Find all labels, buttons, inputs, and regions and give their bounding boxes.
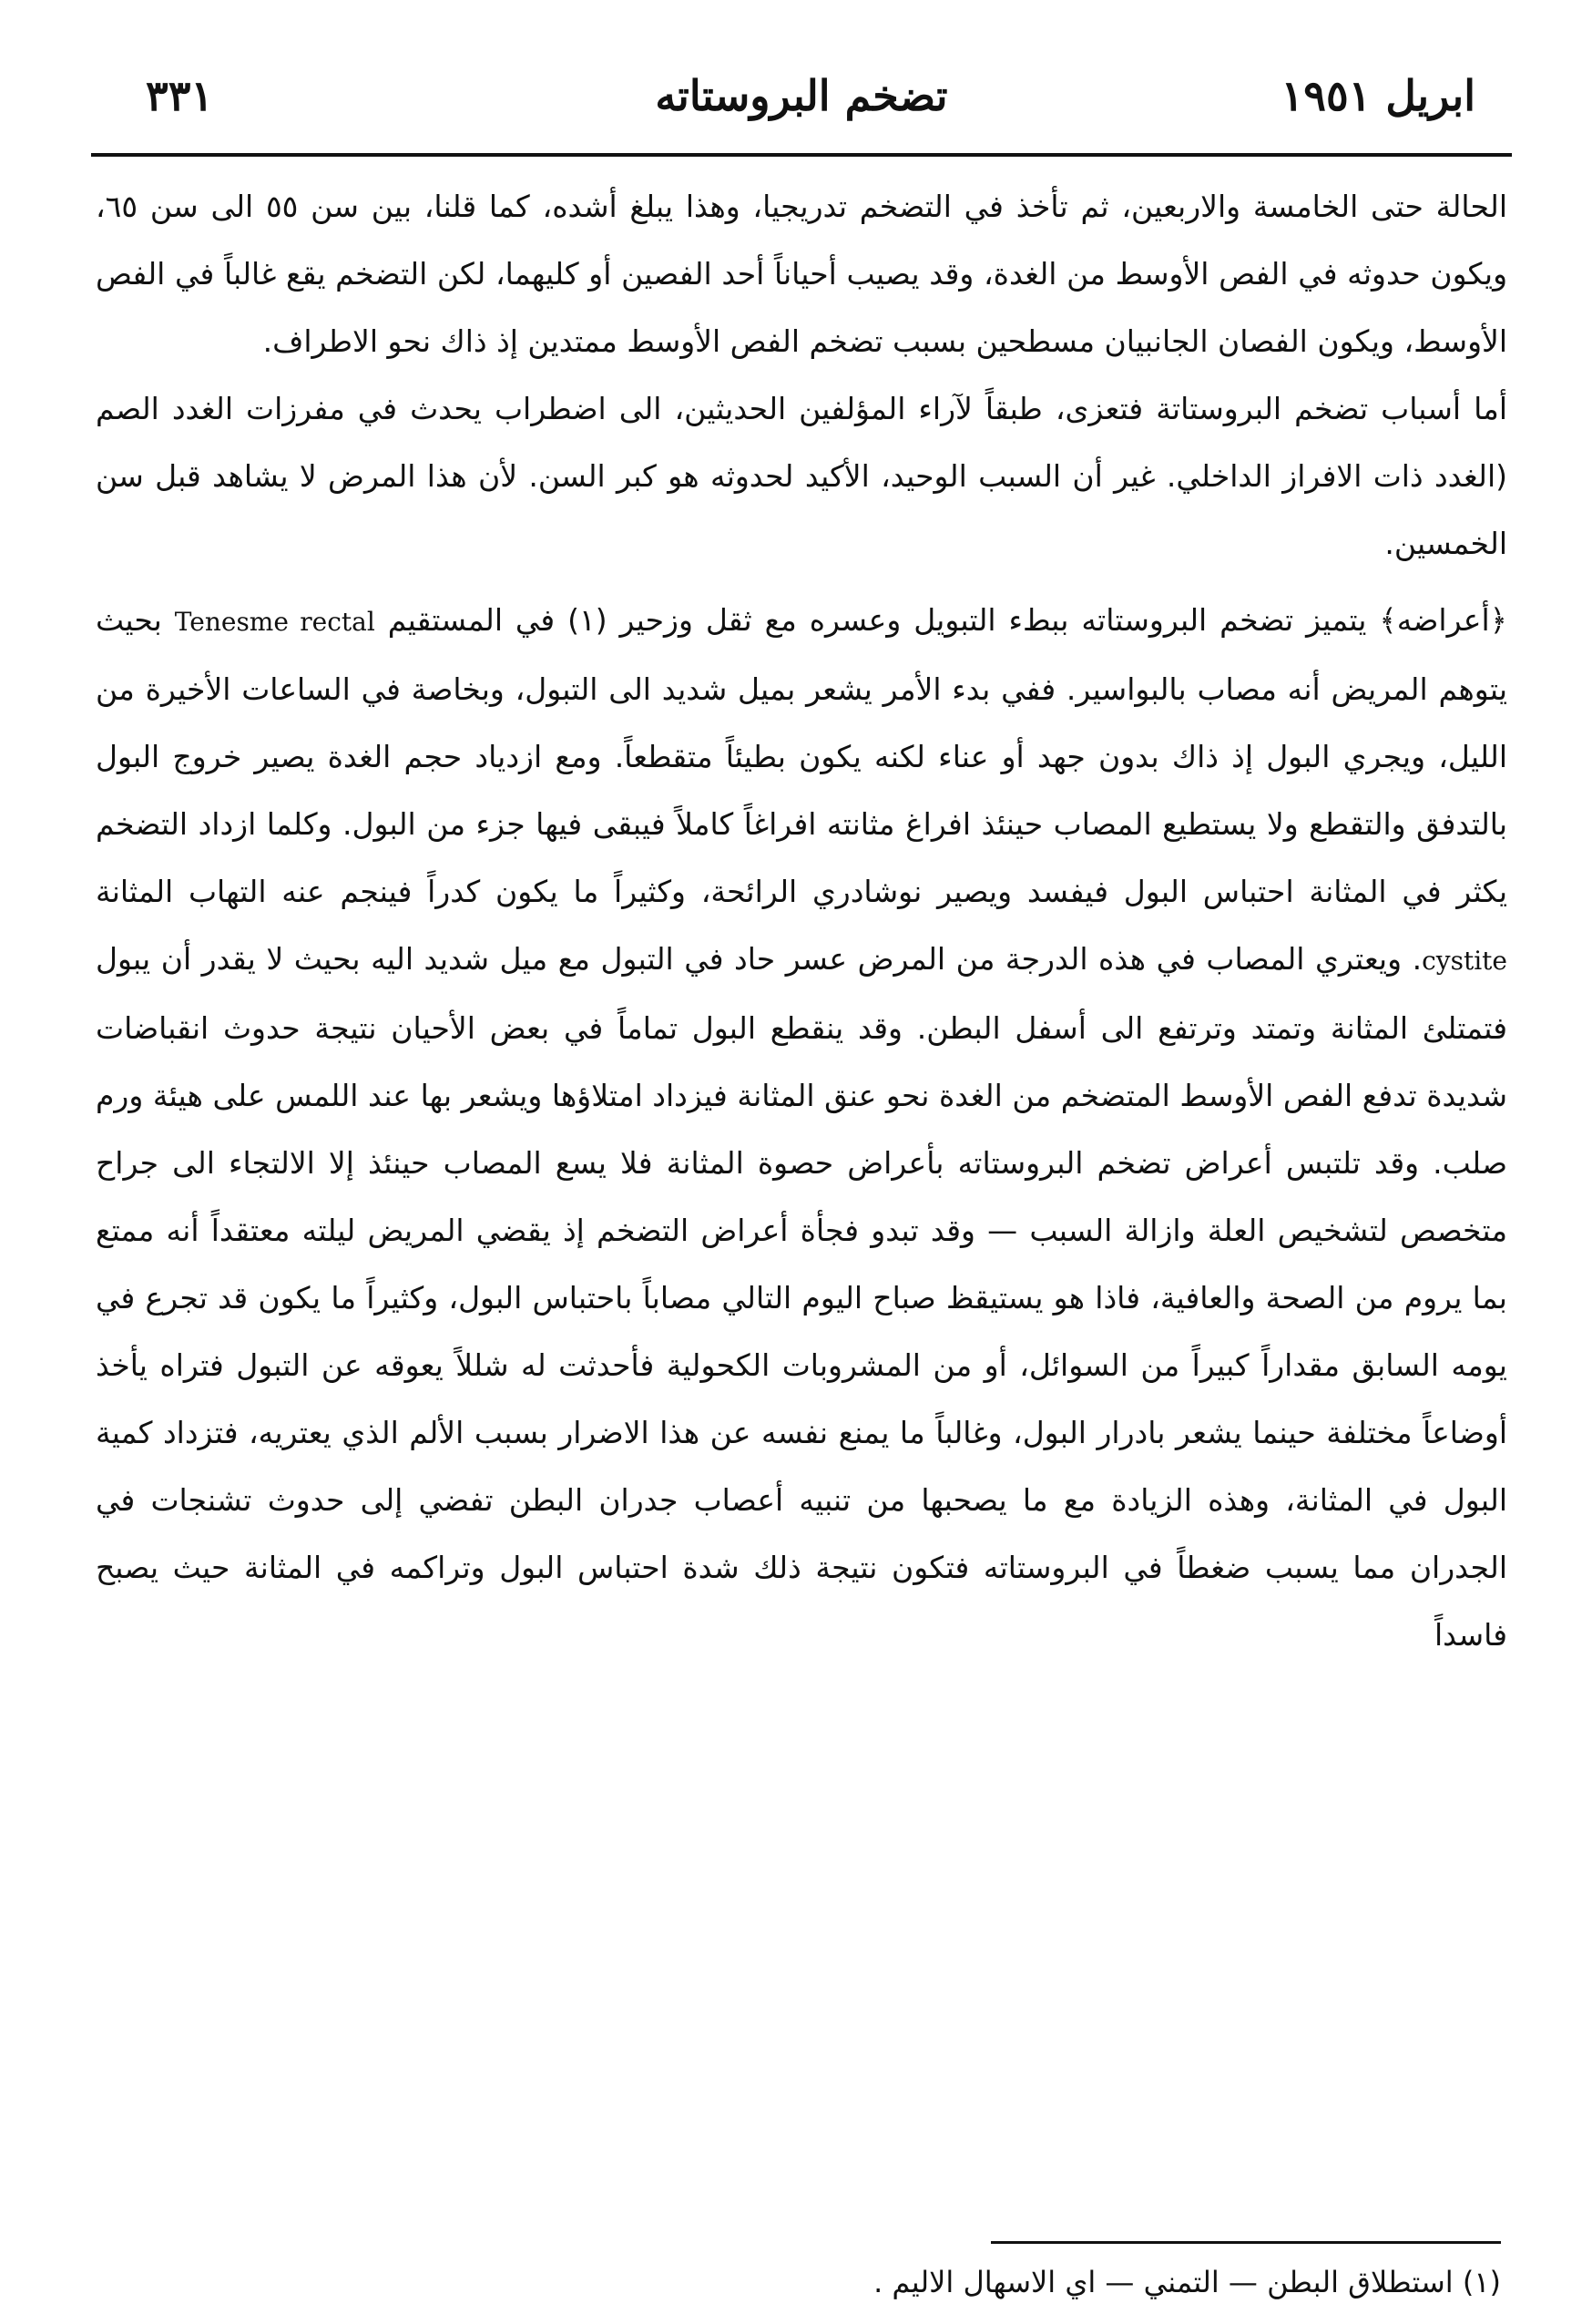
page-number: ٣٣١ <box>146 71 214 120</box>
latin-term-tenesme: Tenesme rectal <box>174 607 375 637</box>
issue-date: ابريل ١٩٥١ <box>1281 71 1475 120</box>
paragraph-3 <box>96 587 1507 1669</box>
paragraph-2: أما أسباب تضخم البروستاتة فتعزى، طبقاً لآراء المؤلفين الحديثين، الى اضطراب يحدث في مفرزات الغدد الصم (الغدد ذات الافراز الداخلي. غير أن السبب الوحيد، الأكيد لحدوثه هو كبر السن. لأن هذا المرض لا يشاهد قبل سن الخمسين. <box>96 391 1507 561</box>
article-body <box>96 173 1507 1669</box>
paragraph-3-start: ﴿أعراضه﴾ يتميز تضخم البروستاته ببطء التبويل وعسره مع ثقل وزحير (١) في المستقيم <box>387 602 1507 638</box>
latin-term-cystite: cystite <box>1422 946 1507 976</box>
footnote-rule <box>991 2241 1501 2244</box>
page-header <box>91 55 1512 146</box>
footnote: (١) استطلاق البطن — التمني — اي الاسهال الاليم . <box>873 2265 1501 2299</box>
paragraph-3-mid: بحيث يتوهم المريض أنه مصاب بالبواسير. ففي بدء الأمر يشعر بميل شديد الى التبول، وبخاصة في الساعات الأخيرة من الليل، ويجري البول إذ ذاك بدون جهد أو عناء لكنه يكون بطيئاً متقطعاً. ومع ازدياد حجم الغدة يصير خروج البول بالتدفق والتقطع ولا يستطيع المصاب حينئذ افراغ مثانته افراغاً كاملاً فيبقى فيها جزء من البول. وكلما ازداد التضخم يكثر في المثانة احتباس البول فيفسد ويصير نوشادري الرائحة، وكثيراً ما يكون كدراً فينجم عنه التهاب المثانة <box>96 602 1507 909</box>
paragraph-1: الحالة حتى الخامسة والاربعين، ثم تأخذ في التضخم تدريجيا، وهذا يبلغ أشده، كما قلنا، بين سن ٥٥ الى سن ٦٥، ويكون حدوثه في الفص الأوسط من الغدة، وقد يصيب أحياناً أحد الفصين أو كليهما، لكن التضخم يقع غالباً في الفص الأوسط، ويكون الفصان الجانبيان مسطحين بسبب تضخم الفص الأوسط ممتدين إذ ذاك نحو الاطراف. <box>96 189 1507 359</box>
header-rule <box>91 153 1512 157</box>
paragraph-3-end: . ويعتري المصاب في هذه الدرجة من المرض عسر حاد في التبول مع ميل شديد اليه بحيث لا يقدر أن يبول فتمتلئ المثانة وتمتد وترتفع الى أسفل البطن. وقد ينقطع البول تماماً في بعض الأحيان نتيجة حدوث انقباضات شديدة تدفع الفص الأوسط المتضخم من الغدة نحو عنق المثانة فيزداد امتلاؤها ويشعر بها عند اللمس على هيئة ورم صلب. وقد تلتبس أعراض تضخم البروستاته بأعراض حصوة المثانة فلا يسع المصاب حينئذ إلا الالتجاء الى جراح متخصص لتشخيص العلة وازالة السبب — وقد تبدو فجأة أعراض التضخم إذ يقضي المريض ليلته معتقداً أنه ممتع بما يروم من الصحة والعافية، فاذا هو يستيقظ صباح اليوم التالي مصاباً باحتباس البول، وكثيراً ما يكون قد تجرع في يومه السابق مقداراً كبيراً من السوائل، أو من المشروبات الكحولية فأحدثت له شللاً يعوقه عن التبول فتراه يأخذ أوضاعاً مختلفة حينما يشعر بادرار البول، وغالباً ما يمنع نفسه عن هذا الاضرار بسبب الألم الذي يعتريه، فتزداد كمية البول في المثانة، وهذه الزيادة مع ما يصحبها من تنبيه أعصاب جدران البطن تفضي إلى حدوث تشنجات في الجدران مما يسبب ضغطاً في البروستاته فتكون نتيجة ذلك شدة احتباس البول وتراكمه في المثانة حيث يصبح فاسداً <box>96 941 1507 1653</box>
running-title: تضخم البروستاته <box>655 71 948 120</box>
